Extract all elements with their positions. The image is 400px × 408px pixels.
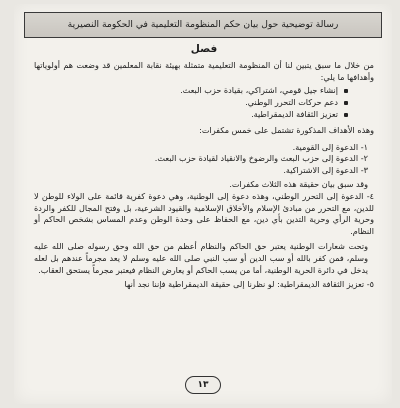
list-item: إنشاء جيل قومي، اشتراكي، بقيادة حزب البعث. <box>34 85 348 97</box>
header-title: رسالة توضيحية حول بيان حكم المنظومة التعليمية في الحكومة النصيرية <box>67 19 339 30</box>
item-5-paragraph: ٥- تعزيز الثقافة الديمقراطية: لو نظرنا إلى حقيقة الديمقراطية فإننا نجد أنها <box>124 279 374 290</box>
goals-intro: وهذه الأهداف المذكورة تشتمل على خمس مكفرات: <box>199 124 374 135</box>
page-header <box>24 12 382 38</box>
explained-note: وقد سبق بيان حقيقة هذه الثلاث مكفرات. <box>229 178 368 189</box>
intro-paragraph: من خلال ما سبق يتبين لنا أن المنظومة التعليمية متمثلة بهيئة نقابة المعلمين قد وضعت هم أولوياتها وأهدافها ما يلي: <box>34 59 374 82</box>
page-number: ١٣ <box>185 376 221 394</box>
list-item: ٣- الدعوة إلى الاشتراكية. <box>283 165 368 176</box>
page-content <box>34 44 374 291</box>
list-item: ١- الدعوة إلى القومية. <box>292 141 368 152</box>
list-item: تعزيز الثقافة الديمقراطية. <box>34 109 348 121</box>
list-item: دعم حركات التحرر الوطني. <box>34 97 348 109</box>
section-title: فصل <box>190 43 218 55</box>
document-page <box>14 4 392 404</box>
list-item: ٢- الدعوة إلى حزب البعث والرضوخ والانقياد لقيادة حزب البعث. <box>154 153 368 164</box>
item-4-paragraph: ٤- الدعوة إلى التحرر الوطني، وهذه دعوة إلى الوطنية، وهي دعوة كفرية قائمة على الولاء للوطن لا للدين، مع التحرر من مبادئ الإسلام والأخلاق الإسلامية والقيود الشرعية، بل وفتح المجال للكفر والردة وحرية الرأي وحرية التدين بأي دين، مع الحفاظ على وحدة الوطن وعدم المساس بشخص الحاكم أو النظام. <box>34 190 374 237</box>
numbered-list <box>34 142 374 177</box>
nationalism-paragraph: وتحت شعارات الوطنية يعتبر حق الحاكم والنظام أعظم من حق الله وحق رسوله صلى الله عليه وسلم، فمن كفر بالله أو سب الدين أو سب النبي صلى الله عليه وسلم لا يعد مجرماً عندهم بل لعله يدخل في دائرة الحرية الوطنية، أما من يسب الحاكم أو يعارض النظام فيعتبر مجرماً يستحق العقاب. <box>34 240 368 275</box>
goals-list <box>34 85 374 120</box>
